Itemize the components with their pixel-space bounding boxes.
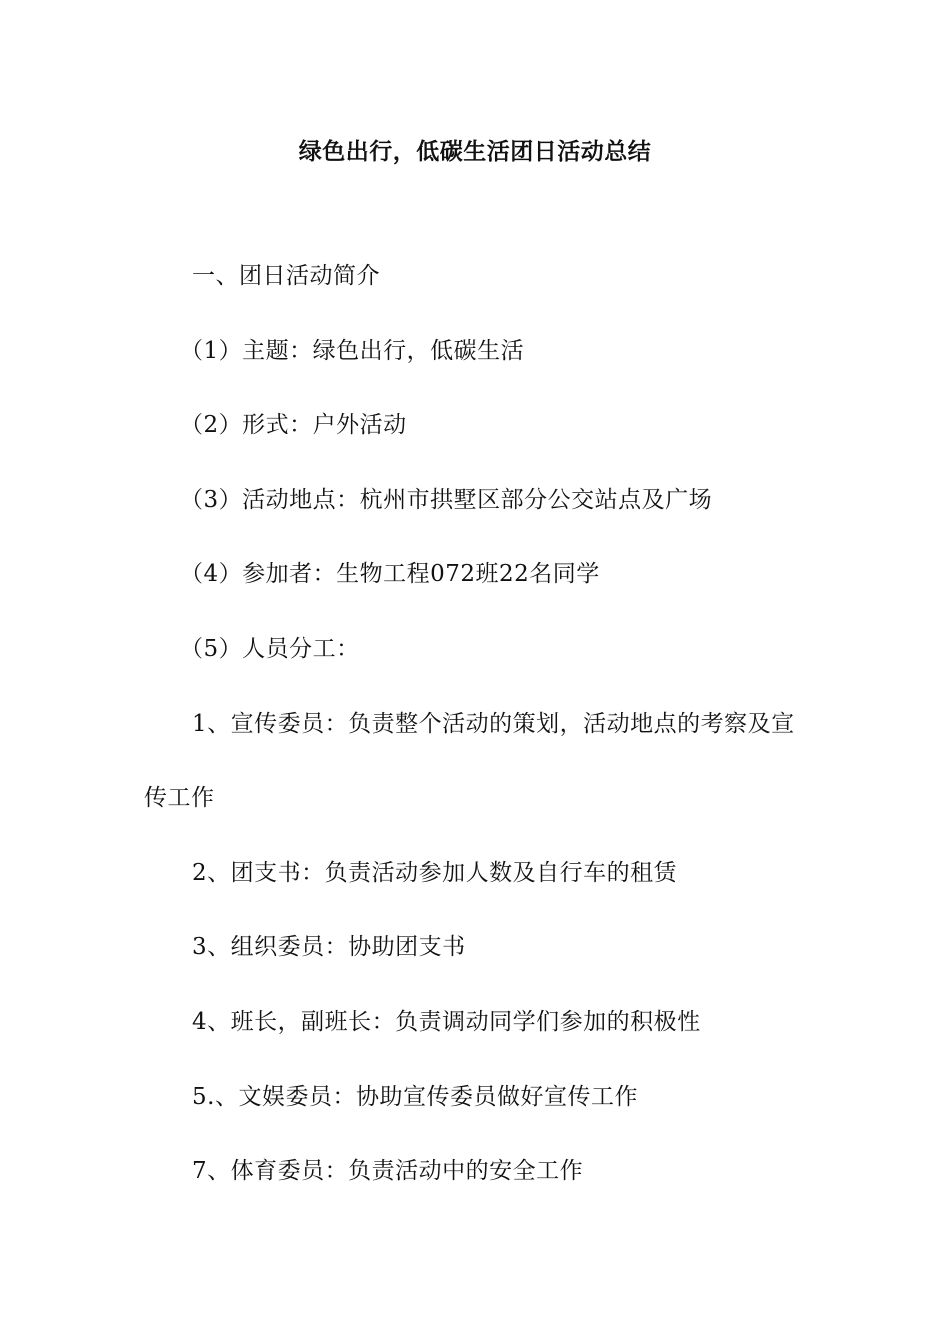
duty-league-secretary: 2、团支书：负责活动参加人数及自行车的租赁 — [192, 860, 678, 886]
intro-item-format: （2）形式：户外活动 — [180, 412, 407, 438]
document-title: 绿色出行，低碳生活团日活动总结 — [298, 139, 652, 165]
duty-entertainment: 5.、文娱委员：协助宣传委员做好宣传工作 — [192, 1084, 638, 1110]
intro-item-theme: （1）主题：绿色出行，低碳生活 — [180, 338, 525, 364]
duty-publicity-line2: 传工作 — [144, 785, 215, 811]
duty-sports: 7、体育委员：负责活动中的安全工作 — [192, 1158, 584, 1184]
duty-organization: 3、组织委员：协助团支书 — [192, 934, 466, 960]
section-heading: 一、团日活动简介 — [192, 263, 380, 289]
duty-monitor: 4、班长，副班长：负责调动同学们参加的积极性 — [192, 1009, 701, 1035]
intro-item-location: （3）活动地点：杭州市拱墅区部分公交站点及广场 — [180, 487, 713, 513]
duty-publicity-line1: 1、宣传委员：负责整个活动的策划，活动地点的考察及宣 — [192, 711, 795, 737]
intro-item-participants: （4）参加者：生物工程072班22名同学 — [180, 561, 600, 587]
intro-item-roles: （5）人员分工： — [180, 636, 360, 662]
